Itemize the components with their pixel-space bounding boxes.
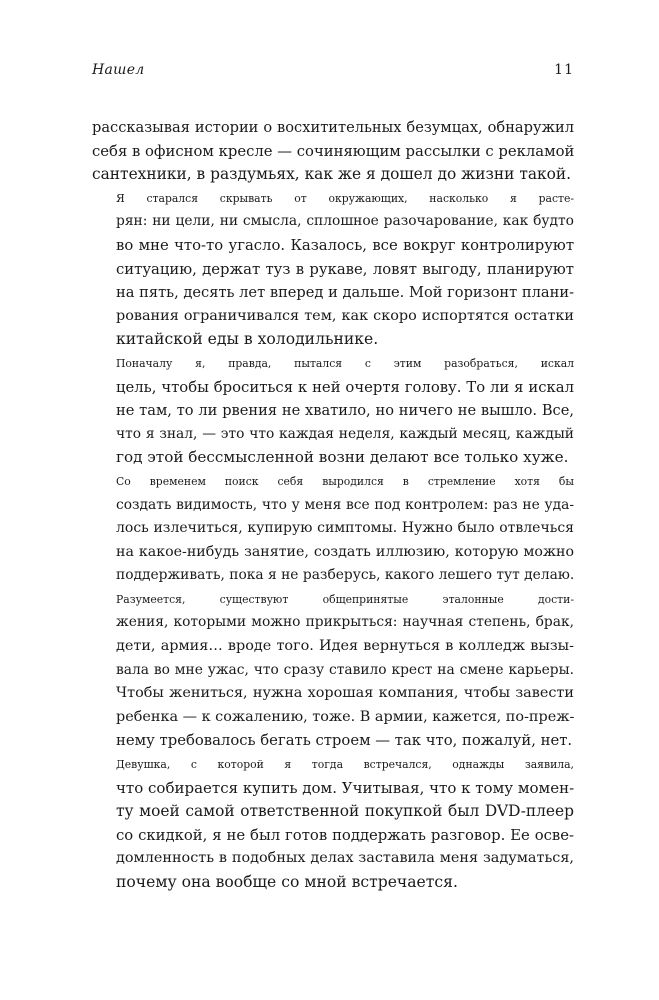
paragraph [92,116,574,187]
text-line: нему требовалось бегать строем — так что, пожалуй, нет. [116,732,573,750]
text-line: сантехники, в раздумьях, как же я дошел до жизни такой. [92,165,572,184]
paragraph [92,187,574,352]
text-line: создать видимость, что у меня все под контролем: раз не уда- [116,496,574,513]
text-line: на пять, десять лет вперед и дальше. Мой горизонт плани- [116,284,574,302]
text-line: Со временем поиск себя выродился в стремление хотя бы [116,474,574,488]
text-line: дети, армия… вроде того. Идея вернуться в колледж вызы- [116,638,574,655]
text-line: Чтобы жениться, нужна хорошая компания, чтобы завести [116,685,574,702]
text-line: Поначалу я, правда, пытался с этим разобраться, искал [116,356,574,370]
text-line: почему она вообще со мной встречается. [116,873,458,891]
paragraph [92,753,574,895]
text-line: китайской еды в холодильнике. [116,330,379,349]
paragraph [92,470,574,588]
text-line: домленность в подобных делах заставила меня задуматься, [116,850,574,867]
running-title: Нашел [92,62,145,78]
text-line: ту моей самой ответственной покупкой был DVD-плеер [116,802,574,821]
text-line: Я старался скрывать от окружающих, насколько я расте- [116,191,574,205]
text-line: что я знал, — это что каждая неделя, каждый месяц, каждый [116,425,574,442]
text-line: ребенка — к сожалению, тоже. В армии, кажется, по-преж- [116,708,575,725]
text-line: рян: ни цели, ни смысла, сплошное разочарование, как будто [116,213,574,230]
text-line: лось излечиться, купирую симптомы. Нужно было отвлечься [116,520,574,537]
text-line: себя в офисном кресле — сочиняющим рассылки с рекламой [92,142,575,160]
running-head [92,62,574,84]
text-line: не там, то ли рвения не хватило, но ничего не вышло. Все, [116,402,574,420]
text-line: во мне что-то угасло. Казалось, все вокруг контролируют [116,236,574,254]
text-line: что собирается купить дом. Учитывая, что к тому момен- [116,778,575,797]
text-line: поддерживать, пока я не разберусь, какого лешего тут делаю. [116,567,575,584]
text-line: на какое-нибудь занятие, создать иллюзию, которую можно [116,543,574,560]
text-line: Девушка, с которой я тогда встречался, однажды заявила, [116,758,574,772]
text-line: цель, чтобы броситься к ней очертя голову. То ли я искал [116,378,574,396]
body-text [92,116,574,895]
text-line: вала во мне ужас, что сразу ставило крест на смене карьеры. [116,661,574,678]
text-line: рования ограничивался тем, как скоро испортятся остатки [116,307,574,324]
text-line: жения, которыми можно прикрыться: научная степень, брак, [116,614,574,631]
paragraph [92,588,574,753]
text-line: со скидкой, я не был готов поддержать разговор. Ее осве- [116,826,574,844]
paragraph [92,352,574,470]
text-line: рассказывая истории о восхитительных безумцах, обнаружил [92,119,574,136]
page-number: 11 [554,62,574,78]
text-line: год этой бессмысленной возни делают все только хуже. [116,448,569,467]
text-line: ситуацию, держат туз в рукаве, ловят выгоду, планируют [116,260,574,278]
text-line: Разумеется, существуют общепринятые эталонные дости- [116,592,574,606]
